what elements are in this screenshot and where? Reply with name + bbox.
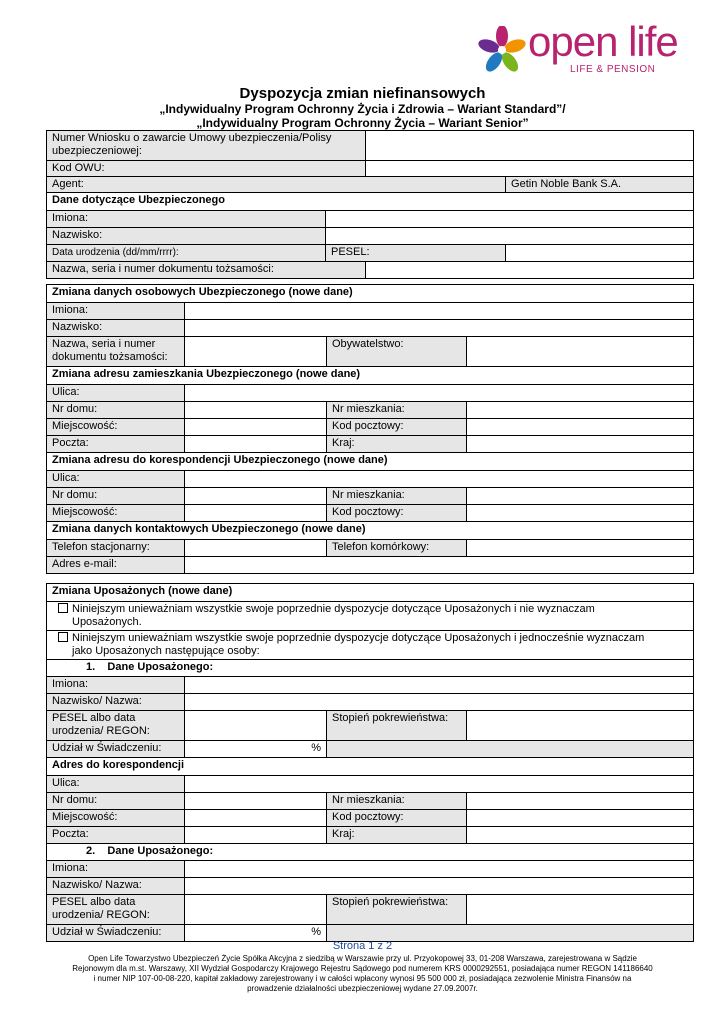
surname-field[interactable] [326,228,694,245]
ben1-house-no-label: Nr domu: [47,793,185,810]
section-ben1-correspondence-address: Adres do korespondencji [47,758,694,776]
ben1-street-label: Ulica: [47,776,185,793]
birth-date-label: Data urodzenia (dd/mm/rrrr): [47,245,326,262]
mobile-label: Telefon komórkowy: [327,540,467,557]
checkbox-no-beneficiaries[interactable] [58,603,68,613]
residence-postcode-label: Kod pocztowy: [327,419,467,436]
corr-street-label: Ulica: [47,471,185,488]
email-label: Adres e-mail: [47,557,185,574]
new-surname-field[interactable] [185,320,694,337]
open-life-logo [478,18,688,80]
option-new-beneficiaries[interactable]: Niniejszym unieważniam wszystkie swoje poprzednie dyspozycje dotyczące Uposażonych i jednocześnie wyznaczam jako Uposażonych następujące osoby: [47,631,694,660]
new-id-document-field[interactable] [185,337,327,367]
ben1-postcode-field[interactable] [467,810,694,827]
ben1-post-office-field[interactable] [185,827,327,844]
section-insured-data: Dane dotyczące Ubezpieczonego [47,193,694,211]
percent-sign: % [311,742,321,754]
landline-field[interactable] [185,540,327,557]
flower-icon [478,26,526,74]
landline-label: Telefon stacjonarny: [47,540,185,557]
corr-street-field[interactable] [185,471,694,488]
residence-street-field[interactable] [185,385,694,402]
ben2-share-field[interactable] [185,925,327,942]
ben1-share-field[interactable] [185,741,327,758]
logo-brand: open life [528,18,678,65]
ben2-surname-label: Nazwisko/ Nazwa: [47,878,185,895]
pesel-label: PESEL: [326,245,506,262]
ben1-country-field[interactable] [467,827,694,844]
ben1-flat-no-label: Nr mieszkania: [327,793,467,810]
residence-street-label: Ulica: [47,385,185,402]
insured-data-table [46,130,694,279]
corr-city-field[interactable] [185,505,327,522]
page-number: Strona 1 z 2 [332,940,393,952]
ben1-surname-label: Nazwisko/ Nazwa: [47,694,185,711]
residence-house-no-label: Nr domu: [47,402,185,419]
agent-value: Getin Noble Bank S.A. [506,177,694,193]
new-first-names-field[interactable] [185,303,694,320]
residence-country-field[interactable] [467,436,694,453]
residence-flat-no-field[interactable] [467,402,694,419]
owu-code-field[interactable] [366,161,694,177]
page-footer [0,940,725,994]
corr-flat-no-label: Nr mieszkania: [327,488,467,505]
surname-label: Nazwisko: [47,228,326,245]
ben2-relationship-field[interactable] [467,895,694,925]
section-contact-data-change: Zmiana danych kontaktowych Ubezpieczonego (nowe dane) [47,522,694,540]
residence-flat-no-label: Nr mieszkania: [327,402,467,419]
ben2-surname-field[interactable] [185,878,694,895]
residence-house-no-field[interactable] [185,402,327,419]
ben1-pesel-label: PESEL albo data urodzenia/ REGON: [47,711,185,741]
new-surname-label: Nazwisko: [47,320,185,337]
corr-flat-no-field[interactable] [467,488,694,505]
owu-code-label: Kod OWU: [47,161,366,177]
ben1-post-office-label: Poczta: [47,827,185,844]
citizenship-field[interactable] [467,337,694,367]
id-document-field[interactable] [366,262,694,279]
ben1-pesel-field[interactable] [185,711,327,741]
legal-notice: Open Life Towarzystwo Ubezpieczeń Życie Spółka Akcyjna z siedzibą w Warszawie przy ul. Przyokopowej 33, 01-208 Warszawa, zarejestrowana w Sądzie Rejonowym dla m.st. Warszawy, XII Wydział Gospodarczy Krajowego Rejestru Sądowego pod numerem KRS 0000292551, posiadająca numer REGON 141186640 i numer NIP 107-00-08-220, kapitał zakładowy zarejestrowany i w całości wpłacony wynosi 95 500 000 zł, posiadająca zezwolenie Ministra Finansów na prowadzenie działalności ubezpieczeniowej wydane 27.09.2007r. [72,954,653,993]
corr-house-no-field[interactable] [185,488,327,505]
ben1-city-label: Miejscowość: [47,810,185,827]
option-no-beneficiaries[interactable]: Niniejszym unieważniam wszystkie swoje poprzednie dyspozycje dotyczące Uposażonych i nie wyznaczam Uposażonych. [47,602,694,631]
beneficiaries-table [46,583,694,942]
pesel-field[interactable] [506,245,694,262]
ben1-postcode-label: Kod pocztowy: [327,810,467,827]
ben1-city-field[interactable] [185,810,327,827]
ben1-share-label: Udział w Świadczeniu: [47,741,185,758]
section-residence-address-change: Zmiana adresu zamieszkania Ubezpieczonego (nowe dane) [47,367,694,385]
section-correspondence-address-change: Zmiana adresu do korespondencji Ubezpieczonego (nowe dane) [47,453,694,471]
ben2-pesel-field[interactable] [185,895,327,925]
ben1-relationship-label: Stopień pokrewieństwa: [327,711,467,741]
ben2-pesel-label: PESEL albo data urodzenia/ REGON: [47,895,185,925]
ben2-first-names-label: Imiona: [47,861,185,878]
application-number-field[interactable] [366,131,694,161]
checkbox-new-beneficiaries[interactable] [58,632,68,642]
section-personal-data-change: Zmiana danych osobowych Ubezpieczonego (nowe dane) [47,285,694,303]
ben1-share-spacer [327,741,694,758]
residence-country-label: Kraj: [327,436,467,453]
corr-postcode-field[interactable] [467,505,694,522]
corr-postcode-label: Kod pocztowy: [327,505,467,522]
new-id-document-label: Nazwa, seria i numer dokumentu tożsamości: [47,337,185,367]
beneficiary-2-header: 2. Dane Uposażonego: [47,844,694,861]
insured-changes-table [46,284,694,574]
beneficiary-1-header: 1. Dane Uposażonego: [47,660,694,677]
residence-post-office-label: Poczta: [47,436,185,453]
percent-sign: % [311,926,321,938]
ben1-flat-no-field[interactable] [467,793,694,810]
mobile-field[interactable] [467,540,694,557]
first-names-label: Imiona: [47,211,326,228]
ben1-first-names-label: Imiona: [47,677,185,694]
logo-tagline: LIFE & PENSION [570,64,656,75]
document-subtitle-1: „Indywidualny Program Ochronny Życia i Zdrowia – Wariant Standard”/ [159,102,566,116]
ben1-relationship-field[interactable] [467,711,694,741]
ben2-first-names-field[interactable] [185,861,694,878]
application-number-label: Numer Wniosku o zawarcie Umowy ubezpieczenia/Polisy ubezpieczeniowej: [47,131,366,161]
citizenship-label: Obywatelstwo: [327,337,467,367]
residence-post-office-field[interactable] [185,436,327,453]
document-subtitle-2: „Indywidualny Program Ochronny Życia – Wariant Senior” [196,116,529,130]
ben1-street-field[interactable] [185,776,694,793]
ben1-first-names-field[interactable] [185,677,694,694]
ben2-relationship-label: Stopień pokrewieństwa: [327,895,467,925]
residence-city-label: Miejscowość: [47,419,185,436]
ben1-country-label: Kraj: [327,827,467,844]
ben2-share-spacer [327,925,694,942]
id-document-label: Nazwa, seria i numer dokumentu tożsamości: [47,262,366,279]
corr-city-label: Miejscowość: [47,505,185,522]
document-title: Dyspozycja zmian niefinansowych [239,85,486,102]
email-field[interactable] [185,557,694,574]
first-names-field[interactable] [326,211,694,228]
ben1-surname-field[interactable] [185,694,694,711]
agent-label: Agent: [47,177,506,193]
section-beneficiaries-change: Zmiana Uposażonych (nowe dane) [47,584,694,602]
ben2-share-label: Udział w Świadczeniu: [47,925,185,942]
corr-house-no-label: Nr domu: [47,488,185,505]
residence-postcode-field[interactable] [467,419,694,436]
new-first-names-label: Imiona: [47,303,185,320]
residence-city-field[interactable] [185,419,327,436]
ben1-house-no-field[interactable] [185,793,327,810]
